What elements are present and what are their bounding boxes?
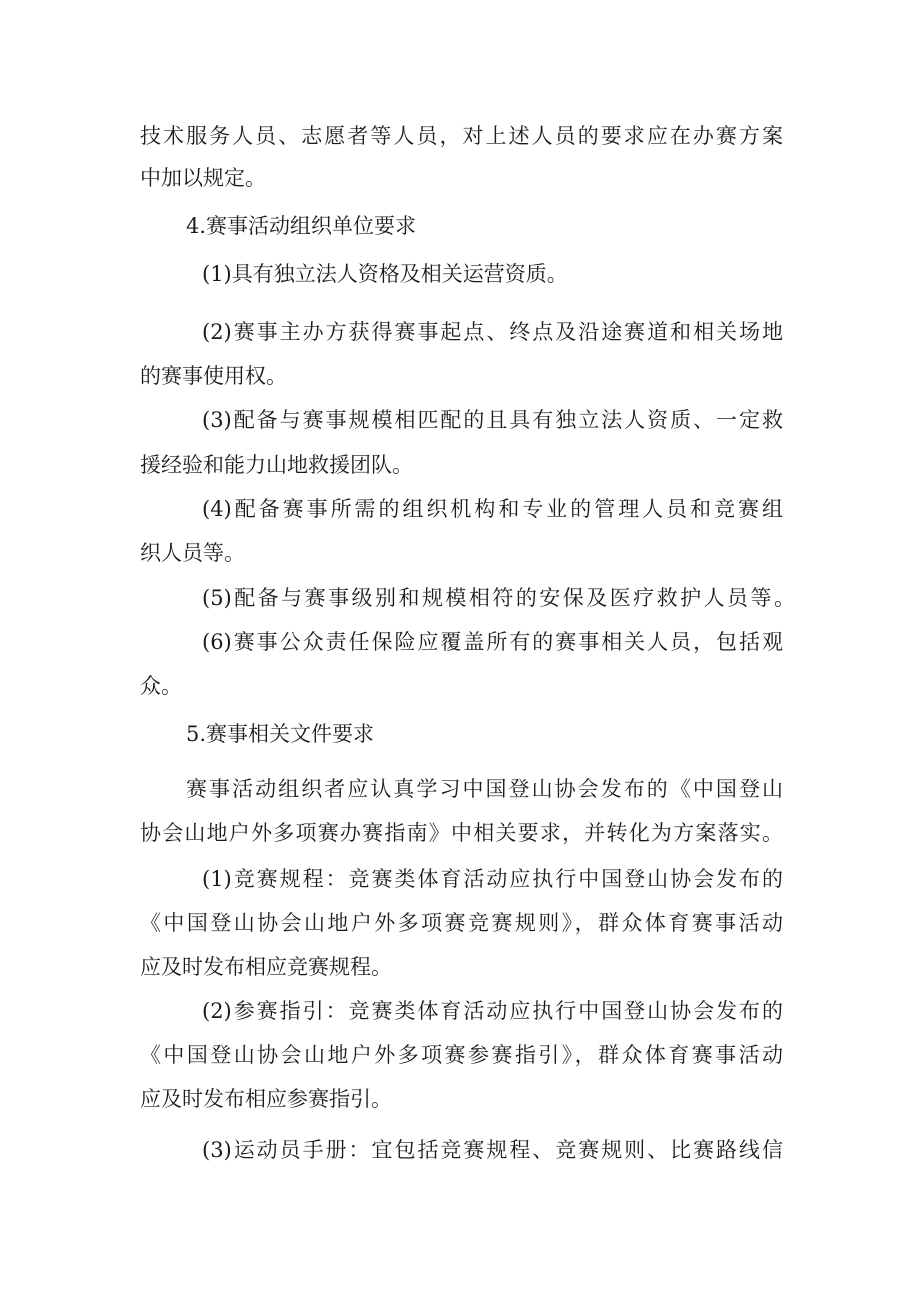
list-item-3: (3)配备与赛事规模相匹配的且具有独立法人资质、一定救 — [202, 408, 783, 432]
list-item-2-cont: 《中国登山协会山地户外多项赛参赛指引》，群众体育赛事活动 — [140, 1043, 783, 1067]
list-item-2: (2)参赛指引：竞赛类体育活动应执行中国登山协会发布的 — [202, 999, 783, 1023]
list-item-1-cont: 应及时发布相应竞赛规程。 — [140, 955, 392, 979]
list-item-2-cont: 应及时发布相应参赛指引。 — [140, 1087, 392, 1111]
paragraph-line: 赛事活动组织者应认真学习中国登山协会发布的《中国登山 — [186, 777, 783, 801]
paragraph-line: 协会山地户外多项赛办赛指南》中相关要求，并转化为方案落实。 — [140, 821, 783, 845]
section-heading: 4.赛事活动组织单位要求 — [186, 214, 417, 238]
list-item-1: (1)竞赛规程：竞赛类体育活动应执行中国登山协会发布的 — [202, 867, 783, 891]
list-item-1: (1)具有独立法人资格及相关运营资质。 — [202, 262, 568, 286]
paragraph-line: 技术服务人员、志愿者等人员，对上述人员的要求应在办赛方案 — [140, 124, 783, 148]
list-item-1-cont: 《中国登山协会山地户外多项赛竞赛规则》，群众体育赛事活动 — [140, 911, 783, 935]
list-item-3-cont: 援经验和能力山地救援团队。 — [140, 453, 413, 477]
list-item-5: (5)配备与赛事级别和规模相符的安保及医疗救护人员等。 — [202, 586, 795, 610]
list-item-6: (6)赛事公众责任保险应覆盖所有的赛事相关人员，包括观 — [202, 630, 783, 654]
list-item-4-cont: 织人员等。 — [140, 541, 245, 565]
section-heading: 5.赛事相关文件要求 — [186, 722, 375, 746]
list-item-4: (4)配备赛事所需的组织机构和专业的管理人员和竞赛组 — [202, 497, 783, 521]
list-item-3: (3)运动员手册：宜包括竞赛规程、竞赛规则、比赛路线信 — [202, 1138, 783, 1162]
list-item-2: (2)赛事主办方获得赛事起点、终点及沿途赛道和相关场地 — [202, 320, 783, 344]
list-item-2-cont: 的赛事使用权。 — [140, 364, 287, 388]
paragraph-line: 中加以规定。 — [140, 166, 266, 190]
list-item-6-cont: 众。 — [140, 674, 182, 698]
